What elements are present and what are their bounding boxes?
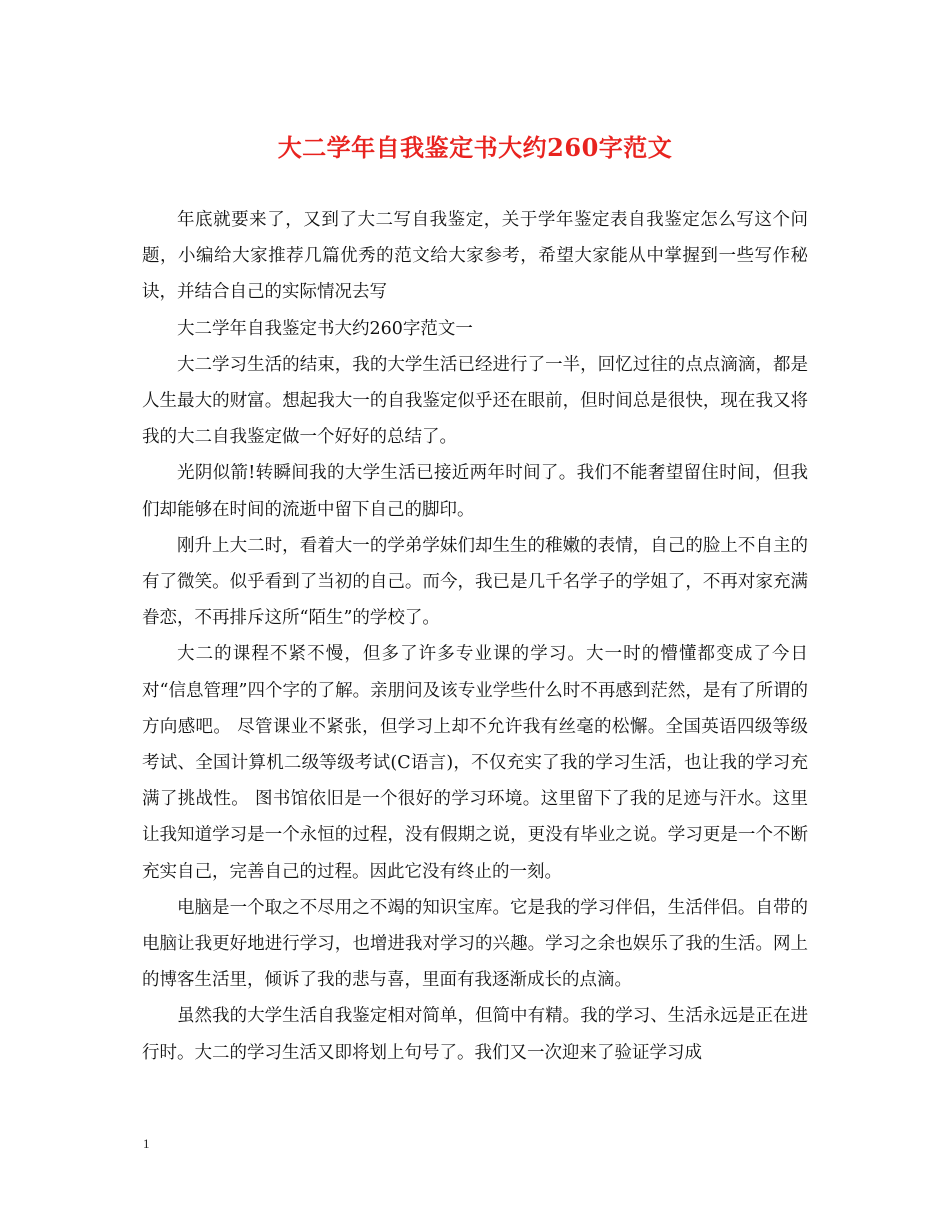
paragraph: 大二学习生活的结束，我的大学生活已经进行了一半，回忆过往的点点滴滴，都是人生最大的财富。想起我大一的自我鉴定似乎还在眼前，但时间总是很快，现在我又将我的大二自我鉴定做一个好好的总结了。 — [142, 354, 808, 448]
document-body — [142, 202, 808, 1071]
paragraph: 刚升上大二时，看着大一的学弟学妹们却生生的稚嫩的表情，自己的脸上不自主的有了微笑。似乎看到了当初的自己。而今，我已是几千名学子的学姐了，不再对家充满眷恋，不再排斥这所“陌生”的学校了。 — [142, 535, 808, 629]
paragraph-intro: 年底就要来了，又到了大二写自我鉴定，关于学年鉴定表自我鉴定怎么写这个问题，小编给大家推荐几篇优秀的范文给大家参考，希望大家能从中掌握到一些写作秘诀，并结合自己的实际情况去写 — [142, 210, 808, 303]
paragraph: 大二的课程不紧不慢，但多了许多专业课的学习。大一时的懵懂都变成了今日对“信息管理”四个字的了解。亲朋问及该专业学些什么时不再感到茫然，是有了所谓的方向感吧。 尽管课业不紧张，但学习上却不允许我有丝毫的松懈。全国英语四级等级考试、全国计算机二级等级考试(C语言)，不仅充实了我的学习生活，也让我的学习充满了挑战性。 图书馆依旧是一个很好的学习环境。这里留下了我的足迹与汗水。这里让我知道学习是一个永恒的过程，没有假期之说，更没有毕业之说。学习更是一个不断充实自己，完善自己的过程。因此它没有终止的一刻。 — [142, 644, 808, 882]
paragraph: 光阴似箭!转瞬间我的大学生活已接近两年时间了。我们不能奢望留住时间，但我们却能够在时间的流逝中留下自己的脚印。 — [142, 463, 808, 520]
document-title: 大二学年自我鉴定书大约260字范文 — [277, 133, 673, 162]
paragraph: 电脑是一个取之不尽用之不竭的知识宝库。它是我的学习伴侣，生活伴侣。自带的电脑让我更好地进行学习，也增进我对学习的兴趣。学习之余也娱乐了我的生活。网上的博客生活里，倾诉了我的悲与喜，里面有我逐渐成长的点滴。 — [142, 897, 808, 991]
paragraph: 虽然我的大学生活自我鉴定相对简单，但简中有精。我的学习、生活永远是正在进行时。大二的学习生活又即将划上句号了。我们又一次迎来了验证学习成 — [142, 1006, 808, 1063]
page-number: 1 — [143, 1136, 150, 1151]
paragraph-section-heading: 大二学年自我鉴定书大约260字范文一 — [177, 318, 473, 339]
